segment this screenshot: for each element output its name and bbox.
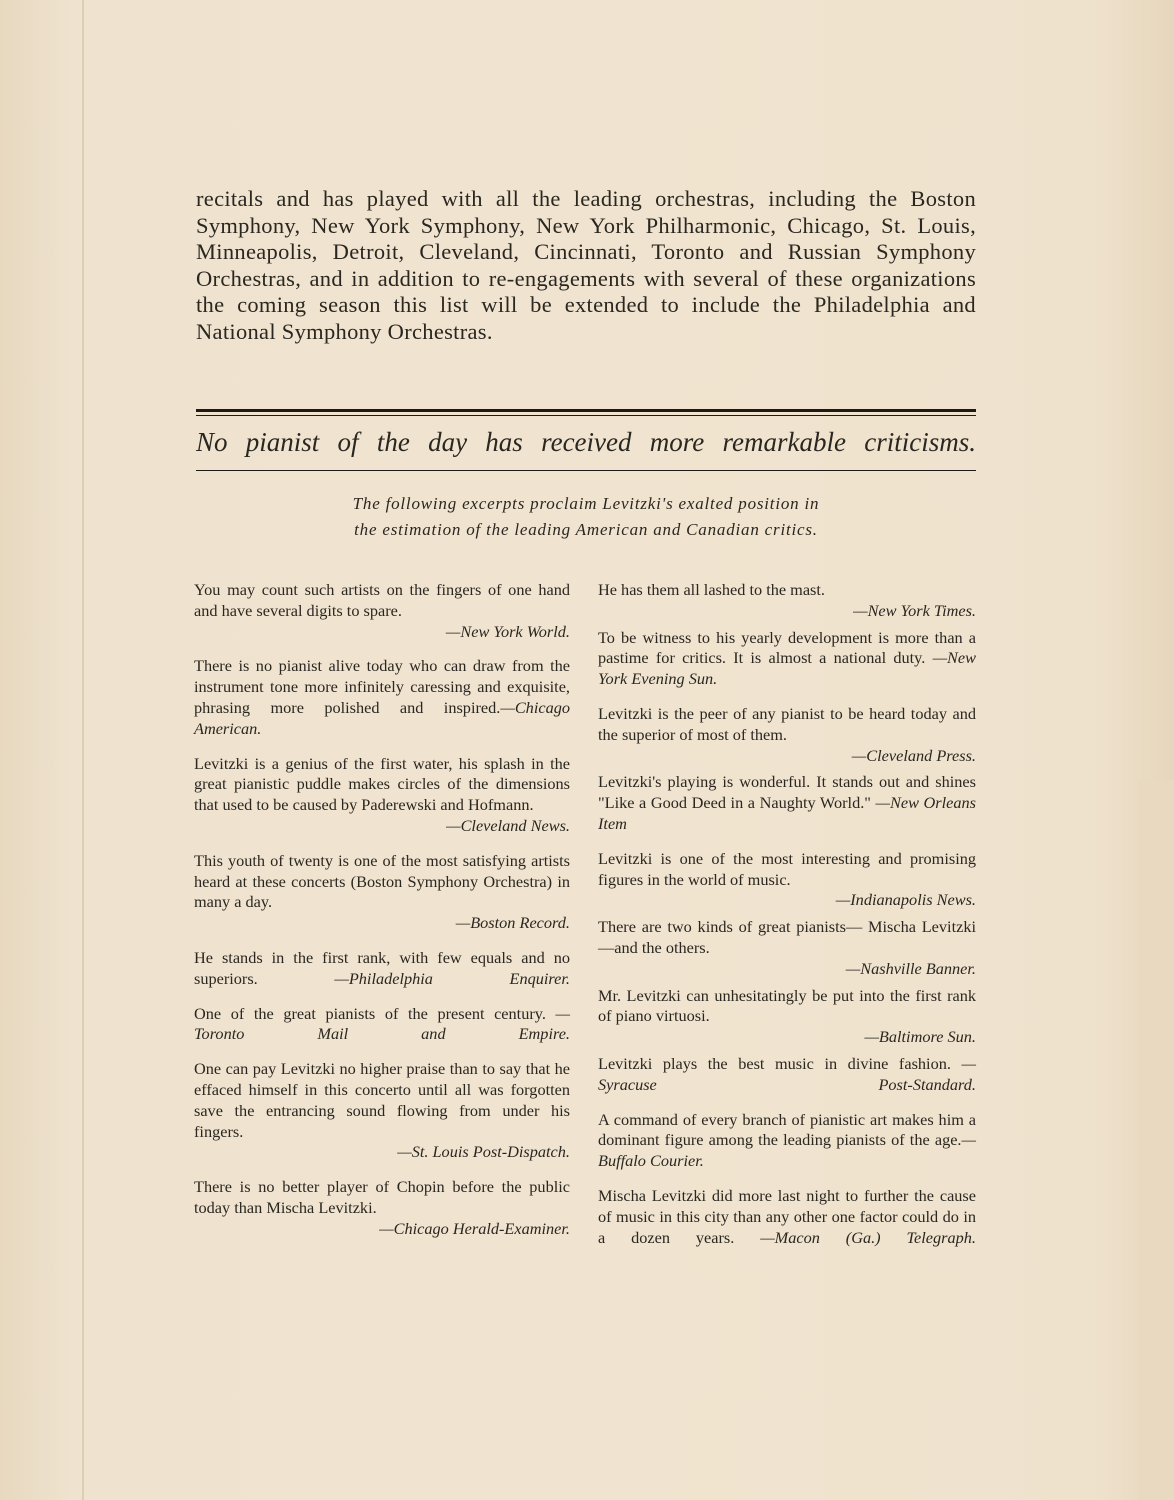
quote — [194, 1059, 570, 1163]
quote-text: One can pay Levitzki no higher praise than to say that he effaced himself in this concerto until all was forgotten save the entrancing sound flowing from under his fingers. — [194, 1059, 570, 1141]
quote — [598, 986, 976, 1048]
quote-source: —Chicago American. — [194, 697, 570, 738]
quote — [194, 754, 570, 837]
page-fold — [82, 0, 84, 1500]
right-quotes-column — [598, 580, 976, 1262]
quote-text: This youth of twenty is one of the most satisfying artists heard at these concerts (Boston Symphony Orchestra) in many a day. — [194, 850, 570, 912]
quote-text: To be witness to his yearly development is more than a pastime for critics. It is almost a national duty. —New York Evening Sun. — [598, 627, 976, 689]
quote-text: A command of every branch of pianistic art makes him a dominant figure among the leading pianists of the age.—Buffalo Courier. — [598, 1109, 976, 1171]
quote-source: —Syracuse Post-Standard. — [598, 1053, 976, 1094]
quote-source: —St. Louis Post-Dispatch. — [397, 1142, 570, 1162]
quote — [598, 704, 976, 766]
quote — [598, 1110, 976, 1172]
quote-source: —Indianapolis News. — [835, 890, 976, 910]
quote-text: Levitzki is a genius of the first water, his splash in the great pianistic puddle makes circles of the dimensions that used to be caused by Paderewski and Hofmann. — [194, 753, 570, 815]
quote-text: He has them all lashed to the mast. — [598, 580, 825, 599]
quote — [194, 1004, 570, 1046]
rule-thick — [196, 409, 976, 412]
quote-text: There is no pianist alive today who can draw from the instrument tone more infinitely caressing and exquisite, phrasing more polished and inspired.—Chicago American. — [194, 656, 570, 738]
quote-text: There are two kinds of great pianists— Mischa Levitzki—and the others. — [598, 917, 976, 957]
quote-source: —New York Evening Sun. — [598, 648, 976, 689]
quote — [194, 851, 570, 934]
quote-text: Levitzki is the peer of any pianist to be heard today and the superior of most of them. — [598, 703, 976, 744]
quote — [194, 656, 570, 739]
quote-source: —Philadelphia Enquirer. — [334, 968, 570, 988]
quote — [598, 1186, 976, 1248]
quote-text: Mr. Levitzki can unhesitatingly be put into the first rank of piano virtuosi. — [598, 985, 976, 1026]
quote — [598, 580, 976, 622]
quote — [194, 948, 570, 990]
quote-source: —Nashville Banner. — [845, 958, 976, 978]
quote-source: —New York Times. — [853, 600, 976, 620]
quote-source: —Baltimore Sun. — [864, 1027, 976, 1047]
quote-source: —Buffalo Courier. — [598, 1130, 976, 1171]
intro-paragraph: recitals and has played with all the leading orchestras, including the Boston Symphony, New York Symphony, New York Philharmonic, Chicago, St. Louis, Minneapolis, Detroit, Cleveland, Cincinnati, Toronto and Russian Symphony Orchestras, and in addition to re-engagements with several of these organizations the coming season this list will be extended to include the Philadelphia and National Symphony Orchestras. — [196, 186, 976, 344]
subheading-line-1: The following excerpts proclaim Levitzki's exalted position in — [352, 494, 820, 513]
rule-thin-lower — [196, 470, 976, 471]
quote-source: —Macon (Ga.) Telegraph. — [760, 1227, 976, 1247]
quote — [194, 1177, 570, 1239]
quote-text: Levitzki's playing is wonderful. It stands out and shines "Like a Good Deed in a Naughty World." —New Orleans Item — [598, 772, 976, 833]
quote — [194, 580, 570, 642]
quote — [598, 917, 976, 979]
quote-text: Levitzki plays the best music in divine fashion. —Syracuse Post-Standard. — [598, 1053, 976, 1094]
quote-text: There is no better player of Chopin before the public today than Mischa Levitzki. — [194, 1177, 570, 1217]
page-edge — [1138, 780, 1174, 1500]
quote-source: —Cleveland News. — [446, 815, 570, 835]
quote-text: Levitzki is one of the most interesting and promising figures in the world of music. — [598, 848, 976, 889]
quote-source: —Cleveland Press. — [851, 745, 976, 765]
quote-text: One of the great pianists of the present century. —Toronto Mail and Empire. — [194, 1003, 570, 1044]
subheading — [196, 491, 976, 543]
headline: No pianist of the day has received more remarkable criticisms. — [196, 427, 976, 457]
quote — [598, 849, 976, 911]
quote-text: You may count such artists on the fingers of one hand and have several digits to spare. — [194, 580, 570, 620]
quote — [598, 1054, 976, 1096]
quote-source: —New Orleans Item — [598, 793, 976, 833]
quote-text: He stands in the first rank, with few equals and no superiors. —Philadelphia Enquirer. — [194, 947, 570, 988]
rule-thin-upper — [196, 415, 976, 416]
left-quotes-column — [194, 580, 570, 1254]
quote — [598, 628, 976, 690]
subheading-line-2: the estimation of the leading American and Canadian critics. — [354, 520, 818, 539]
quote — [598, 772, 976, 834]
quote-source: —New York World. — [445, 621, 570, 641]
quote-text: Mischa Levitzki did more last night to further the cause of music in this city than any other one factor could do in a dozen years. —Macon (Ga.) Telegraph. — [598, 1185, 976, 1247]
quote-source: —Boston Record. — [455, 913, 570, 933]
quote-source: —Toronto Mail and Empire. — [194, 1003, 570, 1044]
quote-source: —Chicago Herald-Examiner. — [379, 1218, 570, 1238]
